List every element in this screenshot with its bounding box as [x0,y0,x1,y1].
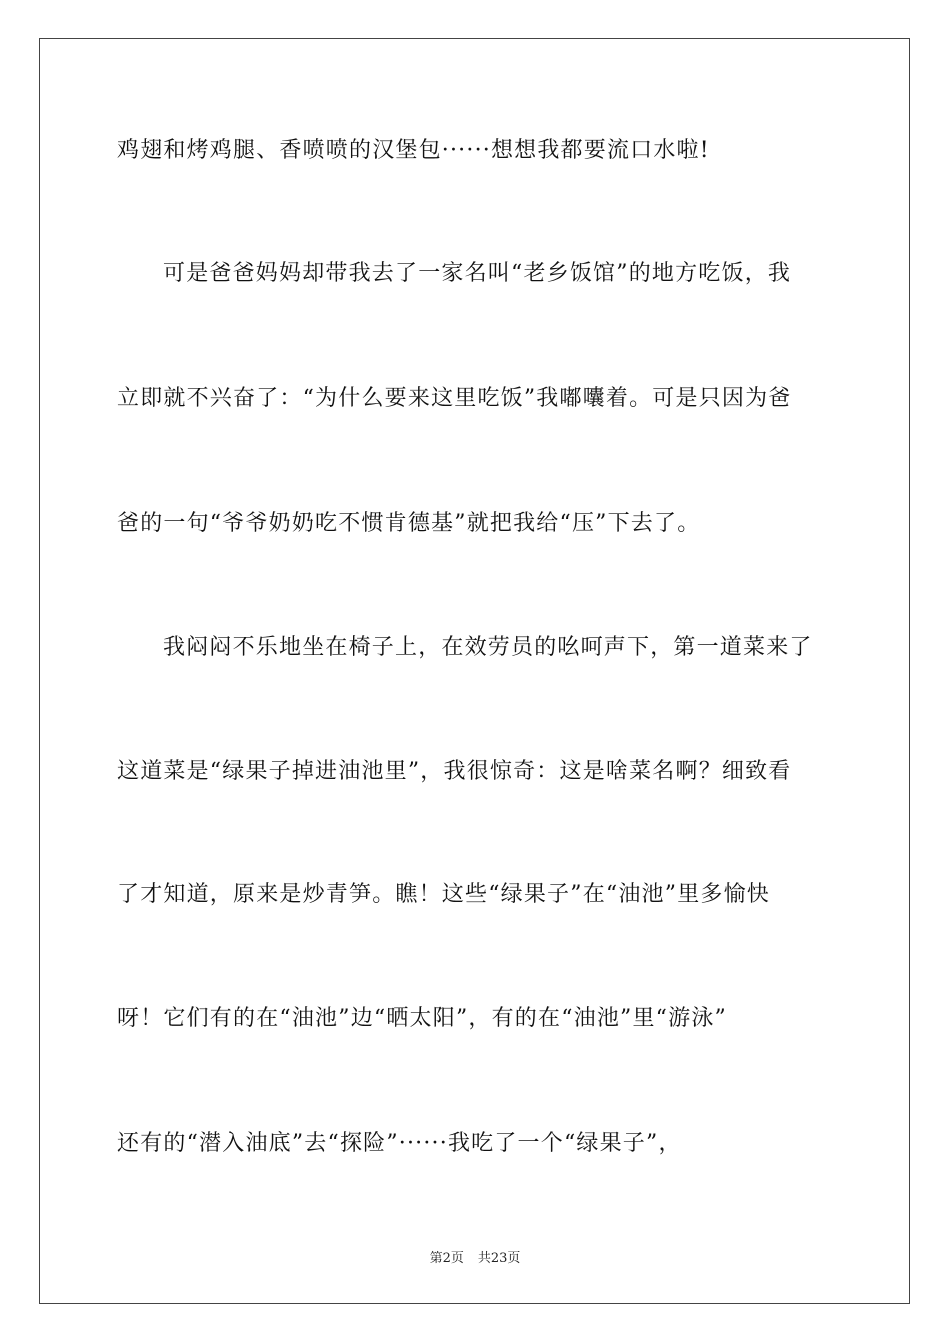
page-border [39,38,910,1304]
body-line-8: 呀！它们有的在“油池”边“晒太阳”，有的在“油池”里“游泳” [117,1006,727,1031]
body-line-1: 鸡翅和烤鸡腿、香喷喷的汉堡包······想想我都要流口水啦! [117,138,710,163]
body-line-3: 立即就不兴奋了：“为什么要来这里吃饭”我嘟囔着。可是只因为爸 [117,386,792,411]
body-line-6: 这道菜是“绿果子掉进油池里”，我很惊奇：这是啥菜名啊？细致看 [117,759,792,784]
body-line-4: 爸的一句“爷爷奶奶吃不惯肯德基”就把我给“压”下去了。 [117,511,701,536]
page-footer [0,1247,950,1266]
body-line-7: 了才知道，原来是炒青笋。瞧！这些“绿果子”在“油池”里多愉快 [117,882,770,907]
body-line-9: 还有的“潜入油底”去“探险”······我吃了一个“绿果子”， [117,1131,682,1156]
page-number: 第2页 [429,1251,464,1266]
body-line-2: 可是爸爸妈妈却带我去了一家名叫“老乡饭馆”的地方吃饭，我 [163,261,792,286]
body-line-5: 我闷闷不乐地坐在椅子上，在效劳员的吆呵声下，第一道菜来了 [163,635,813,660]
page-total: 共23页 [477,1251,521,1266]
